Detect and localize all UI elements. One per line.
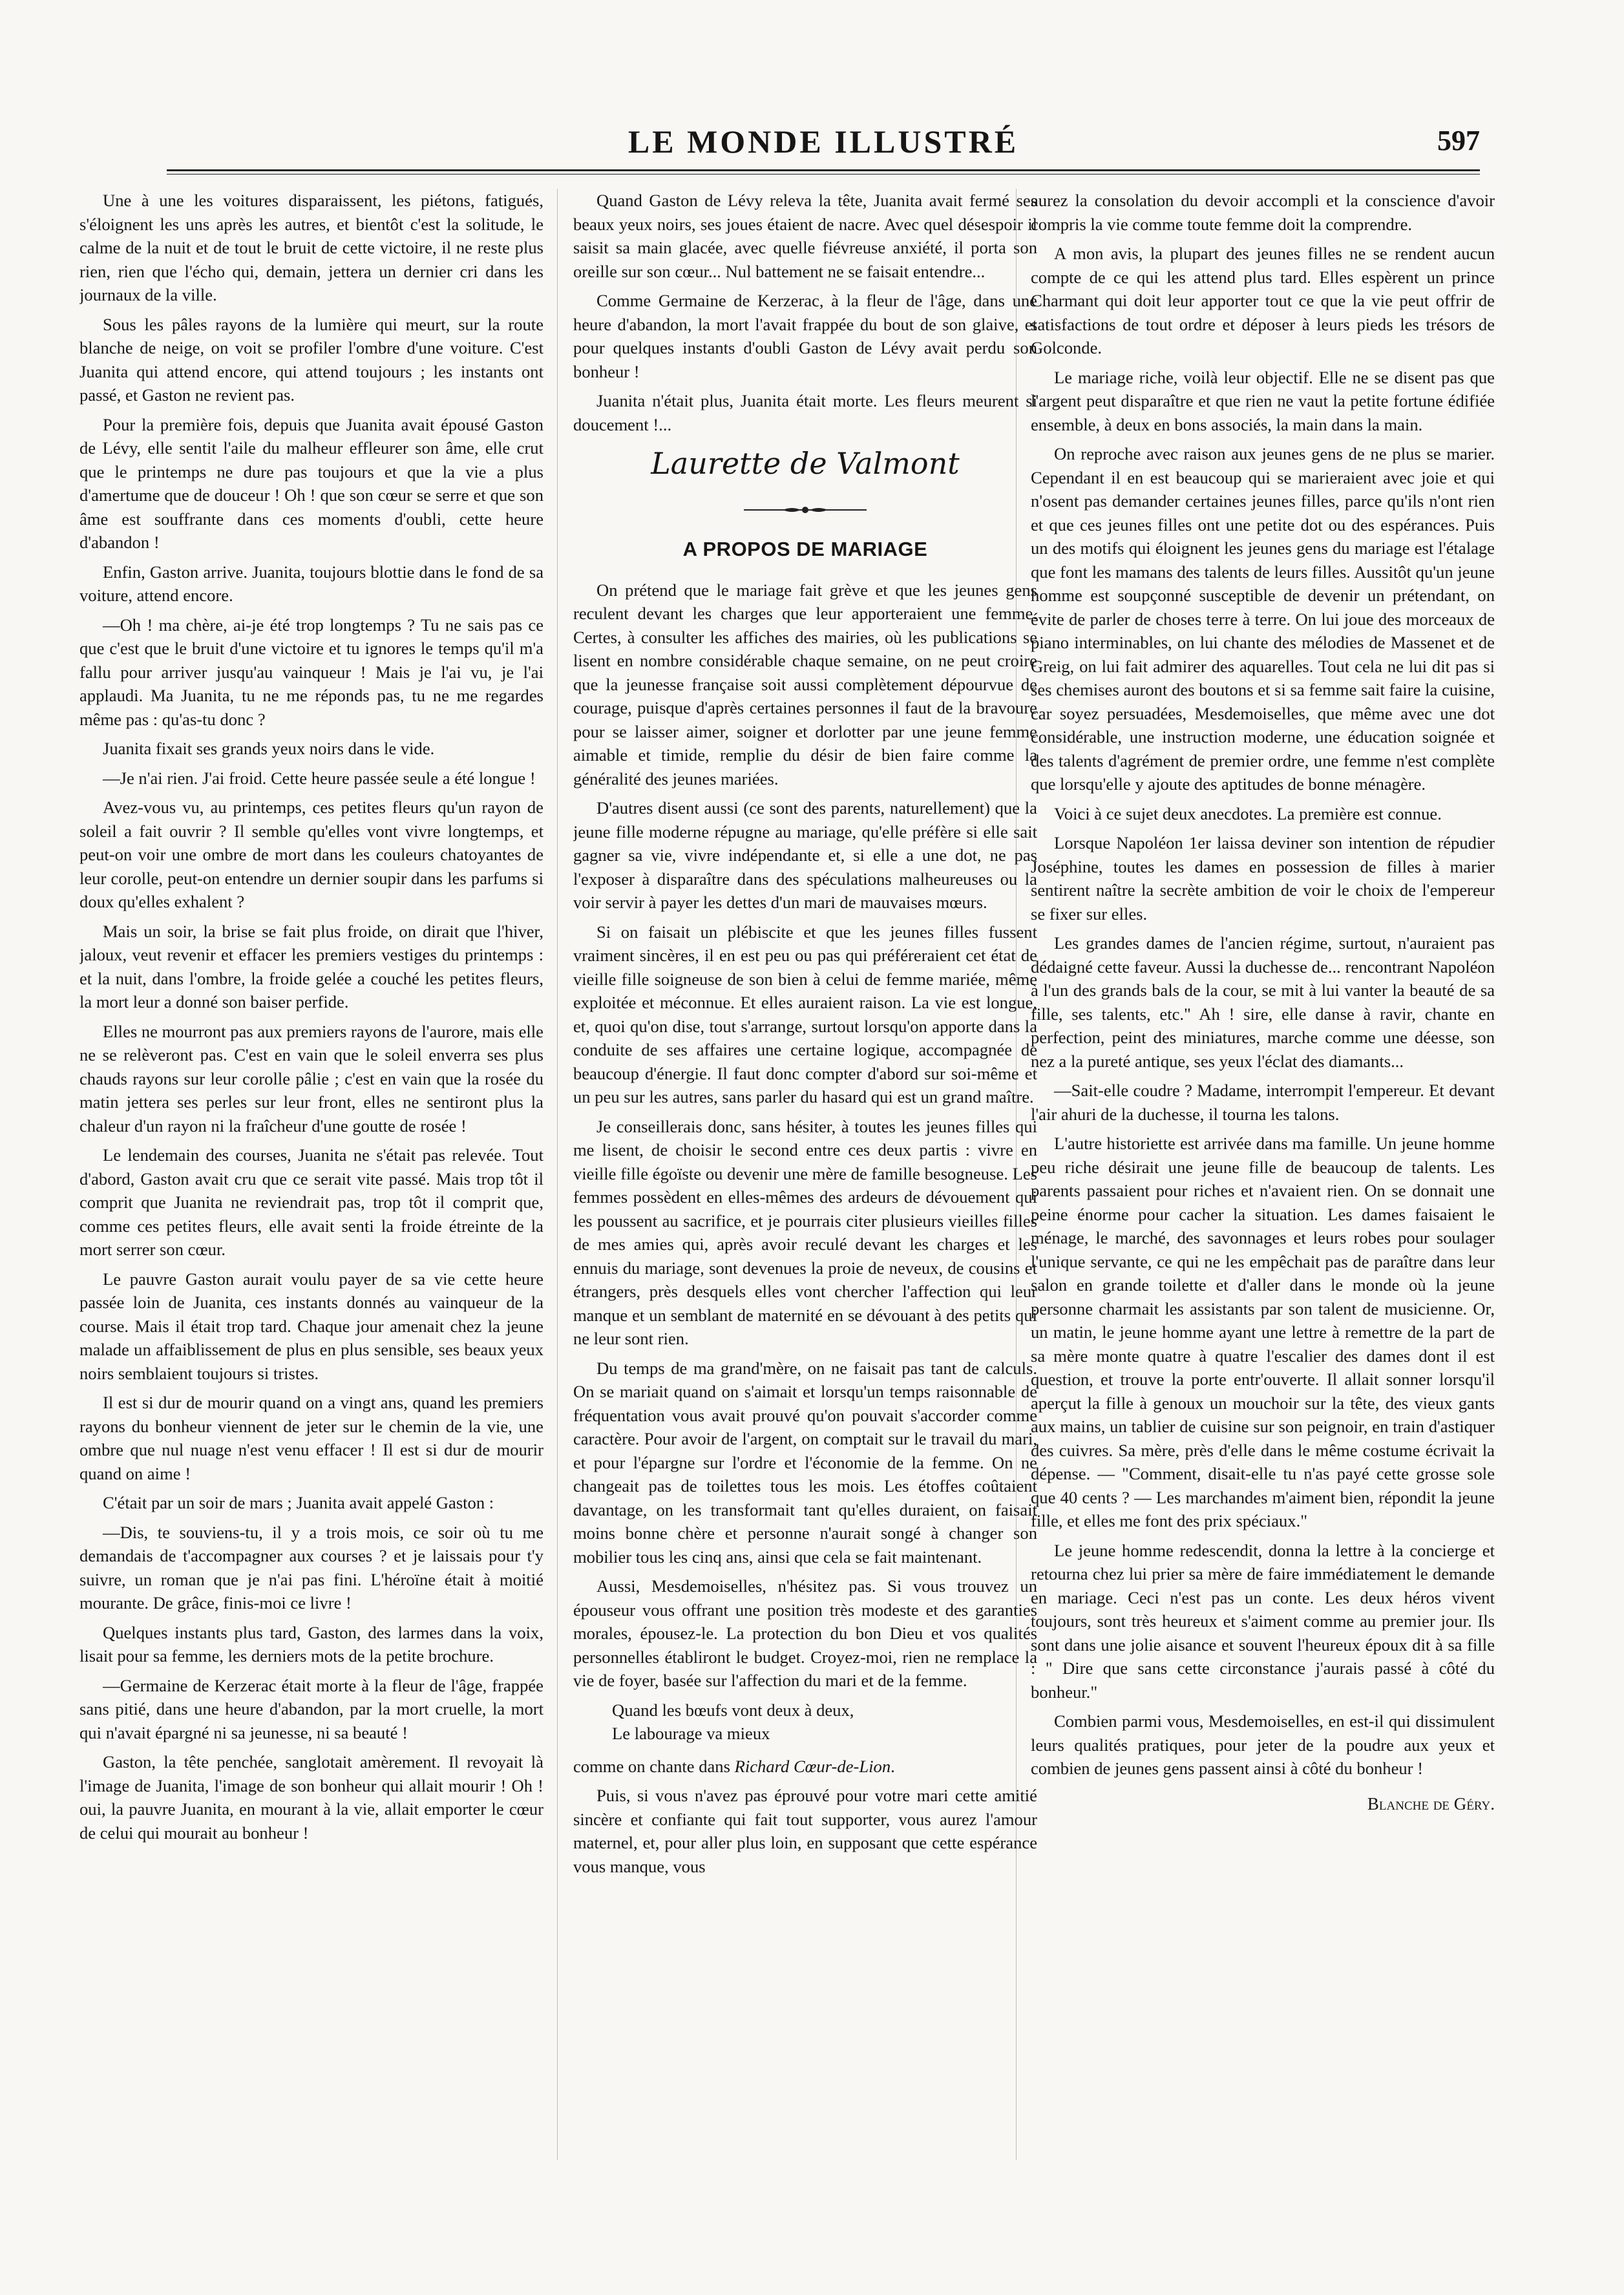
- verse-line: Quand les bœufs vont deux à deux,: [612, 1700, 854, 1720]
- paragraph: Quand Gaston de Lévy releva la tête, Juanita avait fermé ses beaux yeux noirs, ses joues étaient de nacre. Avec quel désespoir il saisit sa main glacée, avec quelle fiévreuse anxiété, il porta son oreille sur son cœur... Nul battement ne se faisait entendre...: [573, 191, 1037, 281]
- fleuron-icon: [744, 505, 867, 515]
- paragraph: comme on chante dans Richard Cœur-de-Lion.: [573, 1756, 895, 1776]
- paragraph: —Sait-elle coudre ? Madame, interrompit l'empereur. Et devant l'air ahuri de la duchesse, il tourna les talons.: [1031, 1081, 1495, 1124]
- paragraph: Pour la première fois, depuis que Juanita avait épousé Gaston de Lévy, elle sentit l'aile du malheur effleurer son âme, elle crut que le printemps ne dure pas toujours et que la vie a plus d'amertume que de douceur ! Oh ! que son cœur se serre et que son âme est souffrante dans ces moments d'oubli, cette heure d'abandon !: [79, 414, 543, 552]
- author-signature: Laurette de Valmont: [651, 446, 960, 481]
- paragraph: Juanita fixait ses grands yeux noirs dans le vide.: [103, 739, 435, 758]
- paragraph: —Dis, te souviens-tu, il y a trois mois, ce soir où tu me demandais de t'accompagner aux courses ? et je laissais pour t'y suivre, un roman que je n'ai pas fini. L'héroïne était à moitié mourante. De grâce, finis-moi ce livre !: [79, 1522, 543, 1613]
- paragraph: L'autre historiette est arrivée dans ma famille. Un jeune homme peu riche désirait une jeune fille de beaucoup de talents. Les parents passaient pour riches et n'avaient rien. On se donnait une peine énorme pour cacher la situation. Les dames faisaient le ménage, le marché, des savonnages et leurs robes pour soulager l'unique servante, ce qui ne les empêchait pas de paraître dans leur salon en grande toilette et d'aller dans le monde où la jeune personne charmait les assistants par son talent de musicienne. Or, un matin, le jeune homme ayant une lettre à remettre de la part de sa mère monte quatre à quatre l'escalier des dames dont il est question, et trouve la porte entr'ouverte. Il allait sonner lorsqu'il aperçut la fille à genoux un mouchoir sur la tête, des vieux gants aux mains, un tablier de cuisine sur son peignoir, en train d'astiquer des cuivres. Sa mère, près d'elle dans le même costume écrivait la dépense. — "Comment, disait-elle tu n'as payé cette grosse sole que 40 cents ? — Les marchandes m'aiment bien, répondit la jeune fille, et elles me font des prix spéciaux.": [1031, 1134, 1495, 1530]
- paragraph: Juanita n'était plus, Juanita était morte. Les fleurs meurent si doucement !...: [573, 391, 1037, 434]
- paragraph: Gaston, la tête penchée, sanglotait amèrement. Il revoyait là l'image de Juanita, l'image de son bonheur qui allait mourir ! Oh ! oui, la pauvre Juanita, en mourant à la vie, allait emporter le cœur de celui qui mourait au bonheur !: [79, 1752, 543, 1843]
- author-signature: Blanche de Géry.: [1367, 1793, 1495, 1814]
- article-body: [573, 578, 1037, 1693]
- ornament-divider: [573, 498, 1037, 522]
- paragraph: Sous les pâles rayons de la lumière qui meurt, sur la route blanche de neige, on voit se profiler l'ombre d'une voiture. C'est Juanita qui attend encore, qui attend toujours ; les instants ont passé, et Gaston ne revient pas.: [79, 314, 543, 405]
- paragraph: On prétend que le mariage fait grève et que les jeunes gens reculent devant les charges que leur apporteraient une femme. Certes, à consulter les affiches des mairies, où les publications se lisent en nombre considérable chaque semaine, on ne peut croire que la jeunesse française soit aussi complètement dépourvue de courage, puisque d'après certaines personnes il faut de la bravoure pour se laisser aimer, soigner et dorlotter par une jeune femme aimable et timide, remplie du désir de bien faire comme la généralité des jeunes mariées.: [573, 580, 1037, 788]
- paragraph: aurez la consolation du devoir accompli et la conscience d'avoir compris la vie comme toute femme doit la comprendre.: [1031, 191, 1495, 234]
- paragraph: On reproche avec raison aux jeunes gens de ne plus se marier. Cependant il en est beaucoup qui se marieraient avec joie et qui n'osent pas demander certaines jeunes filles, parce qu'ils n'ont rien et que ces jeunes filles ont une petite dot ou des espérances. Puis un des motifs qui éloignent les jeunes gens du mariage est l'étalage que font les mamans des talents de leurs filles. Aussitôt qu'un jeune homme est soupçonné susceptible de devenir un prétendant, on évite de parler de choses terre à terre. On lui joue des morceaux de piano interminables, on lui chante des mélodies de Massenet et de Greig, on lui fait admirer des aquarelles. Tout cela ne lui dit pas si ses chemises auront des boutons et si sa femme sait faire la cuisine, car soyez persuadées, Mesdemoiselles, que même avec une dot considérable, une instruction moderne, une éducation soignée et des talents d'agrément de premier ordre, une femme n'est complète que lorsqu'elle y ajoute des aptitudes de bonne ménagère.: [1031, 444, 1495, 794]
- paragraph: C'était par un soir de mars ; Juanita avait appelé Gaston :: [103, 1493, 494, 1512]
- paragraph: —Oh ! ma chère, ai-je été trop longtemps ? Tu ne sais pas ce que c'est que le bruit d'une victoire et tu ignores le temps qu'il m'a fallu pour arriver jusqu'au vainqueur ! Mais je l'ai vu, je l'ai applaudi. Ma Juanita, tu ne me réponds pas, tu ne me regardes même pas : qu'as-tu donc ?: [79, 615, 543, 729]
- paragraph: Il est si dur de mourir quand on a vingt ans, quand les premiers rayons du bonheur viennent de jeter sur le chemin de la vie, une ombre que nul nuage n'est venu effacer ! Il est si dur de mourir quand on aime !: [79, 1393, 543, 1483]
- paragraph: Le mariage riche, voilà leur objectif. Elle ne se disent pas que l'argent peut disparaître et que rien ne vaut la petite fortune édifiée ensemble, à deux en bons associés, la main dans la main.: [1031, 367, 1495, 434]
- paragraph: Combien parmi vous, Mesdemoiselles, en est-il qui dissimulent leurs qualités pratiques, pour jeter de la poudre aux yeux et combien de jeunes gens passent ainsi à côté du bonheur !: [1031, 1711, 1495, 1778]
- verse-line: Le labourage va mieux: [612, 1724, 770, 1743]
- paragraph: D'autres disent aussi (ce sont des parents, naturellement) que la jeune fille moderne répugne au mariage, qu'elle préfère si elle sait gagner sa vie, vivre indépendante et, si elle a une dot, ne pas l'exposer à disparaître dans des spéculations malheureuses ou la voir servir à payer les dettes d'un mari de mauvaises mœurs.: [573, 798, 1037, 912]
- paragraph: —Je n'ai rien. J'ai froid. Cette heure passée seule a été longue !: [103, 768, 536, 788]
- paragraph: Une à une les voitures disparaissent, les piétons, fatigués, s'éloignent les uns après les autres, et bientôt c'est la solitude, le calme de la nuit et de tout le bruit de cette victoire, il ne reste plus rien, rien que l'écho qui, demain, jettera un dernier cri dans les journaux de la ville.: [79, 191, 543, 304]
- paragraph: Avez-vous vu, au printemps, ces petites fleurs qu'un rayon de soleil a fait ouvrir ? Il semble qu'elles vont vivre longtemps, et peut-on voir une ombre de mort dans les couleurs chatoyantes de leur corolle, peut-on entendre un dernier soupir dans les parfums si doux qu'elles exhalent ?: [79, 798, 543, 911]
- paragraph: Elles ne mourront pas aux premiers rayons de l'aurore, mais elle ne se relèveront pas. C'est en vain que le soleil enverra ses plus chauds rayons sur leur corolle pâlie ; c'est en vain que la rosée du matin jettera ses perles sur leur front, elles ne sentiront plus la chaleur d'un rayon ni la fraîcheur d'une goutte de rosée !: [79, 1021, 543, 1136]
- article-title: A PROPOS DE MARIAGE: [682, 538, 928, 560]
- paragraph: Enfin, Gaston arrive. Juanita, toujours blottie dans le fond de sa voiture, attend encore.: [79, 562, 543, 605]
- paragraph: Le pauvre Gaston aurait voulu payer de sa vie cette heure passée loin de Juanita, ces instants donnés au vainqueur de la course. Mais il était trop tard. Chaque jour amenait chez la jeune malade un affaiblissement de plus en plus sensible, ses beaux yeux noirs semblaient toujours si tristes.: [79, 1269, 543, 1383]
- paragraph: Lorsque Napoléon 1er laissa deviner son intention de répudier Joséphine, toutes les dames en possession de filles à marier sentirent naître la secrète ambition de voir le choix de l'empereur se fixer sur elles.: [1031, 833, 1495, 924]
- masthead-title: LE MONDE ILLUSTRÉ: [627, 123, 1019, 160]
- verse-quote: [573, 1698, 1037, 1746]
- paragraph: Comme Germaine de Kerzerac, à la fleur de l'âge, dans une heure d'abandon, la mort l'avait frappée du bout de son glaive, et pour quelques instants d'oubli Gaston de Lévy avait perdu son bonheur !: [573, 291, 1037, 381]
- paragraph: Les grandes dames de l'ancien régime, surtout, n'auraient pas dédaigné cette faveur. Aussi la duchesse de... rencontrant Napoléon à l'un des grands bals de la cour, se mit à lui vanter la beauté de sa fille, ses talents, etc." Ah ! sire, elle danse à ravir, chante en perfection, peint des miniatures, marche comme une déesse, son nez a la pureté antique, ses yeux l'éclat des diamants...: [1031, 933, 1495, 1071]
- paragraph: Si on faisait un plébiscite et que les jeunes filles fussent vraiment sincères, il en est peu ou pas qui préféreraient cet état de vieille fille soigneuse de son bien à celui de femme mariée, même exploitée et méconnue. Et elles auraient raison. La vie est longue, et, quoi qu'on dise, tout s'arrange, surtout lorsqu'on apporte dans la conduite de ses affaires une certaine logique, accompagnée de beaucoup d'énergie. Il faut donc compter d'abord sur soi-même et un peu sur les autres, sans parler du hasard qui est un grand maître.: [573, 922, 1037, 1106]
- page-header: [167, 123, 1480, 171]
- header-rule: [167, 169, 1480, 175]
- paragraph: —Germaine de Kerzerac était morte à la fleur de l'âge, frappée sans pitié, dans une heure d'abandon, par la mort cruelle, la mort qui n'avait épargné ni sa jeunesse, ni sa beauté !: [79, 1675, 543, 1742]
- paragraph: Je conseillerais donc, sans hésiter, à toutes les jeunes filles qui me lisent, de choisir le second entre ces deux partis : vivre en vieille fille égoïste ou devenir une mère de famille besogneuse. Les femmes possèdent en elles-mêmes des ardeurs de dévouement qui les poussent au sacrifice, et je pourrais citer plusieurs vieilles filles de mes amies qui, après avoir reculé devant les charges et les ennuis du mariage, sont devenues la proie de neveux, de cousins et étrangers, près desquels elles vont chercher l'affection qui leur manque et un semblant de maternité en se dévouant à des petits qui ne leur sont rien.: [573, 1116, 1037, 1348]
- paragraph: A mon avis, la plupart des jeunes filles ne se rendent aucun compte de ce qui les attend plus tard. Elles espèrent un prince Charmant qui doit leur apporter tout ce que la vie peut offrir de satisfactions de tout ordre et déposer à leurs pieds les trésors de Golconde.: [1031, 244, 1495, 357]
- paragraph: Puis, si vous n'avez pas éprouvé pour votre mari cette amitié sincère et confiante qui fait tout supporter, vous aurez l'amour maternel, et, pour aller plus loin, en supposant que cette espérance vous manque, vous: [573, 1786, 1037, 1876]
- paragraph: Mais un soir, la brise se fait plus froide, on dirait que l'hiver, jaloux, veut revenir et effacer les premiers vestiges du printemps : et la nuit, dans l'ombre, la froide gelée a couché les petites fleurs, la mort leur a donné son baiser perfide.: [79, 921, 543, 1011]
- article-continuation: [1031, 189, 1495, 1781]
- column-3: [1031, 189, 1495, 2166]
- page-number: 597: [1437, 125, 1480, 156]
- paragraph: Quelques instants plus tard, Gaston, des larmes dans la voix, lisait pour sa femme, les derniers mots de la petite brochure.: [79, 1622, 543, 1666]
- paragraph: Du temps de ma grand'mère, on ne faisait pas tant de calculs. On se mariait quand on s'aimait et lorsqu'un temps raisonnable de fréquentation vous avait prouvé qu'on pouvait s'accorder comme caractère. Pour avoir de l'argent, on comptait sur le travail du mari, et pour l'épargne sur l'ordre et l'économie de la femme. On ne changeait pas de toilettes tous les mois. Les étoffes coûtaient davantage, on les transformait tant qu'elles duraient, on faisait moins bonne chère et personne n'aurait songé à changer son mobilier tous les cinq ans, ainsi que cela se fait maintenant.: [573, 1358, 1037, 1567]
- paragraph: Voici à ce sujet deux anecdotes. La première est connue.: [1054, 803, 1442, 823]
- column-1: [79, 189, 543, 2166]
- paragraph: Aussi, Mesdemoiselles, n'hésitez pas. Si vous trouvez un épouseur vous offrant une position très modeste et des garanties morales, épousez-le. La protection du bon Dieu et vos qualités personnelles établiront le budget. Croyez-moi, rien ne remplace la vie de foyer, basée sur l'affection du mari et de la femme.: [573, 1576, 1037, 1690]
- column-divider: [557, 189, 558, 2160]
- paragraph: Le jeune homme redescendit, donna la lettre à la concierge et retourna chez lui prier sa mère de faire immédiatement le demande en mariage. Ceci n'est pas un conte. Les deux héros vivent toujours, sont très heureux et s'aiment comme au premier jour. Ils sont dans une jolie aisance et souvent l'heureux époux dit à sa fille : " Dire que sans cette circonstance j'aurais passé à côté du bonheur.": [1031, 1540, 1495, 1702]
- column-2: [573, 189, 1037, 2166]
- paragraph: Le lendemain des courses, Juanita ne s'était pas relevée. Tout d'abord, Gaston avait cru que ce serait vite passé. Mais trop tôt il comprit que Juanita ne reviendrait pas, trop tôt il comprit que, comme ces petites fleurs, elle avait senti la froide étreinte de la mort serrer son cœur.: [79, 1145, 543, 1259]
- story-ending: [573, 189, 1037, 436]
